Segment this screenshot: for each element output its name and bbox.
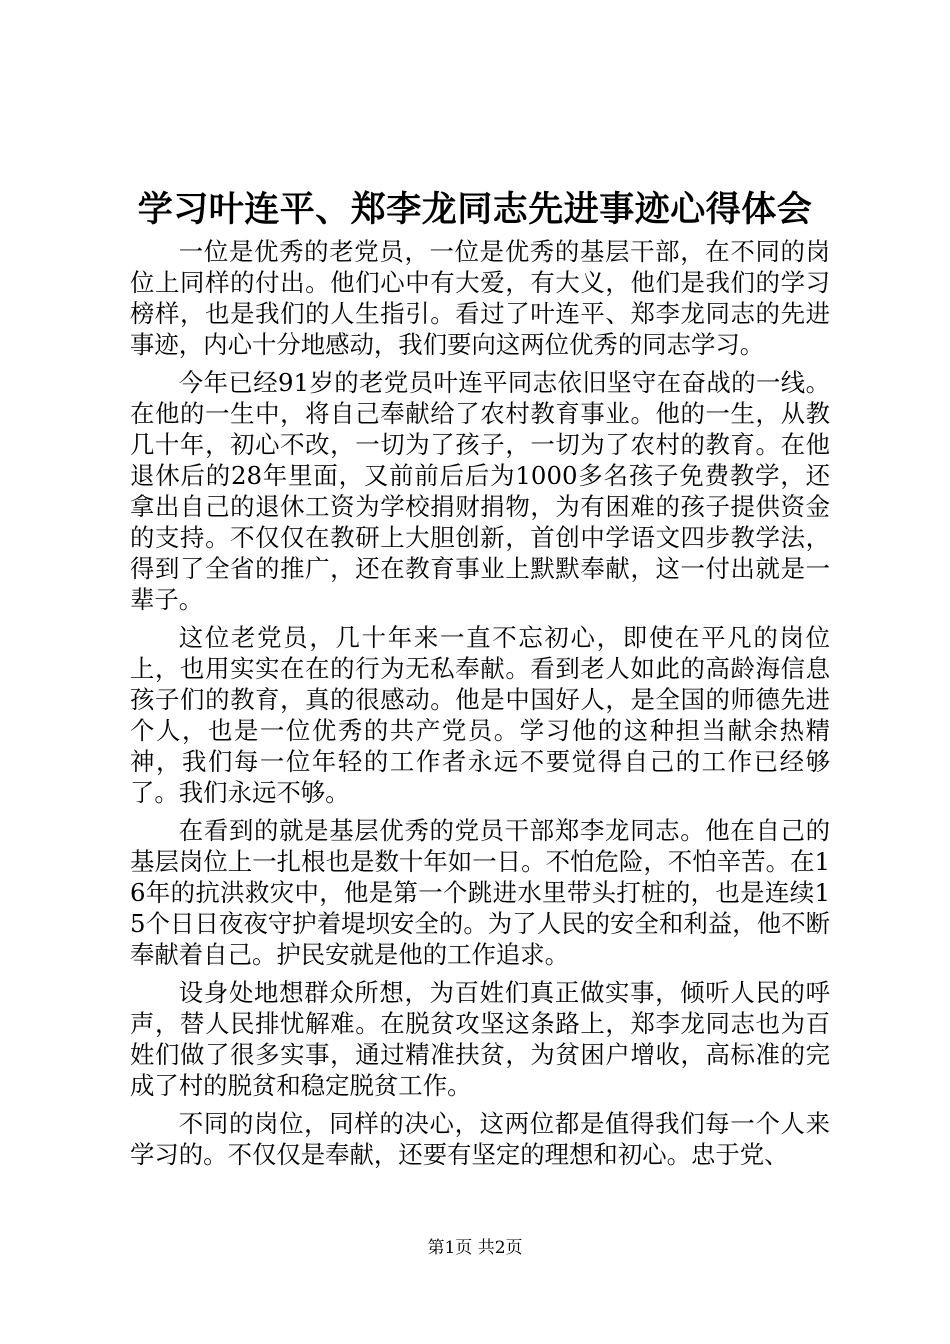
paragraph-6: 不同的岗位，同样的决心，这两位都是值得我们每一个人来学习的。不仅仅是奉献，还要有坚定的理想和初心。忠于党、 — [130, 1109, 830, 1169]
document-title: 学习叶连平、郑李龙同志先进事迹心得体会 — [137, 189, 813, 230]
paragraph-4: 在看到的就是基层优秀的党员干部郑李龙同志。他在自己的基层岗位上一扎根也是数十年如一日。不怕危险，不怕辛苦。在16年的抗洪救灾中，他是第一个跳进水里带头打桩的，也是连续15个日日夜夜守护着堤坝安全的。为了人民的安全和利益，他不断奉献着自己。护民安就是他的工作追求。 — [130, 816, 830, 969]
document-body — [130, 236, 830, 1177]
paragraph-5: 设身处地想群众所想，为百姓们真正做实事，倾听人民的呼声，替人民排忧解难。在脱贫攻坚这条路上，郑李龙同志也为百姓们做了很多实事，通过精准扶贫，为贫困户增收，高标准的完成了村的脱贫和稳定脱贫工作。 — [130, 978, 830, 1100]
paragraph-3: 这位老党员，几十年来一直不忘初心，即使在平凡的岗位上，也用实实在在的行为无私奉献。看到老人如此的高龄海信息孩子们的教育，真的很感动。他是中国好人，是全国的师德先进个人，也是一位优秀的共产党员。学习他的这种担当献余热精神，我们每一位年轻的工作者永远不要觉得自己的工作已经够了。我们永远不够。 — [130, 623, 830, 807]
paragraph-2: 今年已经91岁的老党员叶连平同志依旧坚守在奋战的一线。在他的一生中，将自己奉献给了农村教育事业。他的一生，从教几十年，初心不改，一切为了孩子，一切为了农村的教育。在他退休后的28年里面，又前前后后为1000多名孩子免费教学，还拿出自己的退休工资为学校捐财捐物，为有困难的孩子提供资金的支持。不仅仅在教研上大胆创新，首创中学语文四步教学法，得到了全省的推广，还在教育事业上默默奉献，这一付出就是一辈子。 — [130, 368, 830, 614]
paragraph-1: 一位是优秀的老党员，一位是优秀的基层干部，在不同的岗位上同样的付出。他们心中有大爱，有大义，他们是我们的学习榜样，也是我们的人生指引。看过了叶连平、郑李龙同志的先进事迹，内心十分地感动，我们要向这两位优秀的同志学习。 — [130, 237, 830, 359]
page-number-footer: 第1页 共2页 — [427, 1238, 523, 1258]
